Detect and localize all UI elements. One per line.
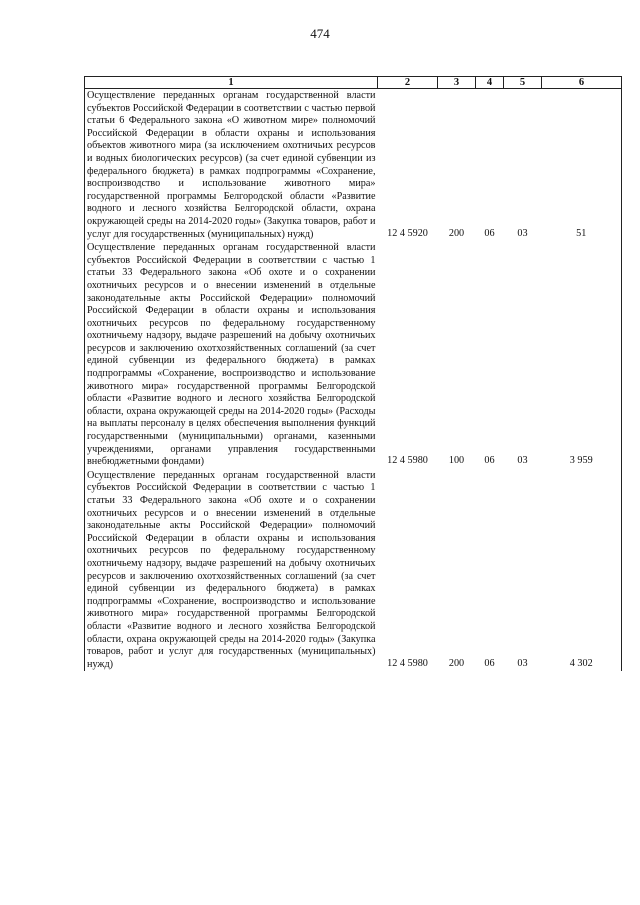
row-code: 12 4 5980: [387, 455, 428, 467]
header-col-5: 5: [504, 77, 542, 89]
header-col-1: 1: [85, 77, 378, 89]
row-expense-type: 200: [448, 227, 465, 239]
row-subsection: 03: [517, 227, 528, 239]
table-row: [85, 241, 622, 469]
header-col-6: 6: [542, 77, 622, 89]
header-col-2: 2: [378, 77, 438, 89]
row-section: 06: [484, 657, 495, 669]
row-description: Осуществление переданных органам государственной власти субъектов Российской Федерации в соответствии с частью 1 статьи 33 Федерального закона «Об охоте и о сохранении охотничьих ресурсов и о внесении изменений в отдельные законодательные акты Российской Федерации» полномочий Российской Федерации в области охраны и использования охотничьих ресурсов по федеральному государственному охотничьему надзору, выдаче разрешений на добычу охотничьих ресурсов и заключению охотхозяйственных соглашений (за счет единой субвенции из федерального бюджета) в рамках подпрограммы «Сохранение, воспроизводство и использование животного мира» государственной программы Белгородской области «Развитие водного и лесного хозяйства Белгородской области, охрана окружающей среды на 2014-2020 годы» (Расходы на выплаты персоналу в целях обеспечения выполнения функций государственными (муниципальными) органами, казенными учреждениями, органами управления государственными внебюджетными фондами): [85, 241, 378, 469]
row-section: 06: [484, 227, 495, 239]
row-subsection: 03: [517, 657, 528, 669]
row-description: Осуществление переданных органам государственной власти субъектов Российской Федерации в соответствии с частью первой статьи 6 Федерального закона «О животном мире» полномочий Российской Федерации в области охраны и использования объектов животного мира (за исключением охотничьих ресурсов и водных биологических ресурсов) (за счет единой субвенции из федерального бюджета) в рамках подпрограммы «Сохранение, воспроизводство и использование животного мира» государственной программы Белгородской области «Развитие водного и лесного хозяйства Белгородской области, охрана окружающей среды на 2014-2020 годы» (Закупка товаров, работ и услуг для государственных (муниципальных) нужд): [85, 89, 378, 242]
page-number: 474: [310, 26, 330, 41]
row-code: 12 4 5920: [387, 227, 428, 239]
row-section: 06: [484, 455, 495, 467]
row-code: 12 4 5980: [387, 657, 428, 669]
header-col-3: 3: [438, 77, 476, 89]
table-row: [85, 469, 622, 672]
budget-table: [84, 76, 622, 671]
row-description: Осуществление переданных органам государственной власти субъектов Российской Федерации в соответствии с частью 1 статьи 33 Федерального закона «Об охоте и о сохранении охотничьих ресурсов и о внесении изменений в отдельные законодательные акты Российской Федерации» полномочий Российской Федерации в области охраны и использования охотничьих ресурсов по федеральному государственному охотничьему надзору, выдаче разрешений на добычу охотничьих ресурсов и заключению охотхозяйственных соглашений (за счет единой субвенции из федерального бюджета) в рамках подпрограммы «Сохранение, воспроизводство и использование животного мира» государственной программы Белгородской области «Развитие водного и лесного хозяйства Белгородской области, охрана окружающей среды на 2014-2020 годы» (Закупка товаров, работ и услуг для государственных (муниципальных) нужд): [85, 469, 378, 672]
table-header-row: [85, 77, 622, 89]
row-amount: 3 959: [542, 241, 622, 469]
header-col-4: 4: [476, 77, 504, 89]
table-row: [85, 89, 622, 242]
row-subsection: 03: [517, 455, 528, 467]
row-amount: 4 302: [542, 469, 622, 672]
row-expense-type: 200: [448, 657, 465, 669]
row-expense-type: 100: [448, 455, 465, 467]
row-amount: 51: [542, 89, 622, 242]
